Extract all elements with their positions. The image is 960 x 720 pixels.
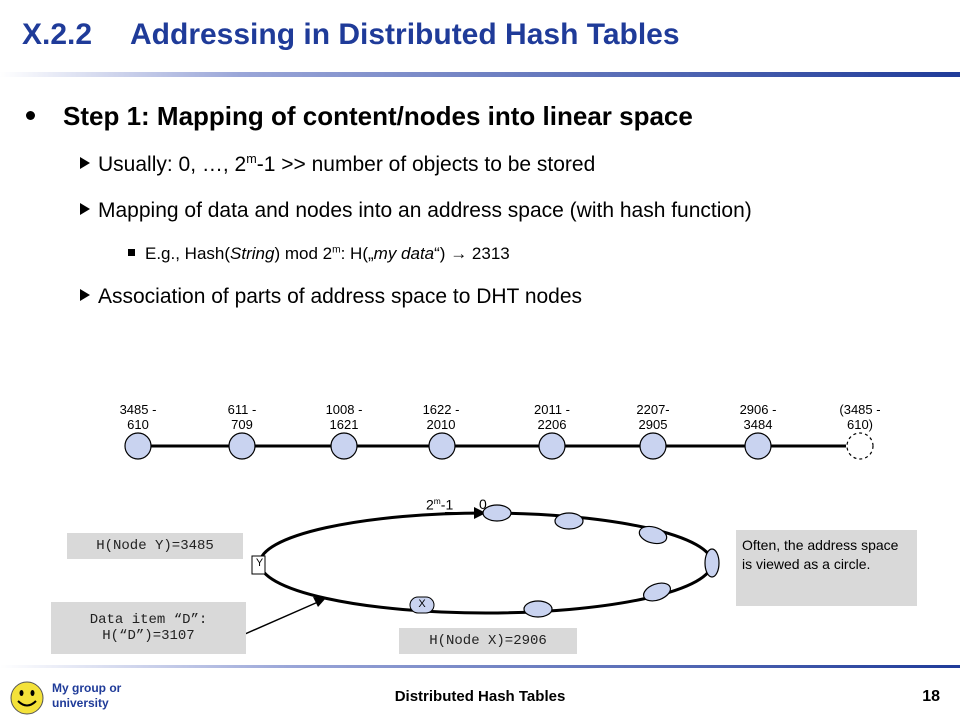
sub1-text-b: -1 >> number of objects to be stored	[256, 153, 596, 176]
sub3-italic: String	[230, 244, 275, 263]
sub3-sup: m	[332, 244, 341, 256]
ring-node	[483, 505, 511, 521]
dht-node	[429, 433, 455, 459]
footer-title: Distributed Hash Tables	[394, 688, 566, 705]
hash-data-box: Data item “D”: H(“D”)=3107	[51, 602, 246, 654]
footer-line	[0, 665, 960, 668]
sub3-d: “)	[434, 244, 451, 263]
ring-zero-label: 0	[479, 496, 487, 512]
node-range-label: 2207- 2905	[636, 402, 670, 432]
dht-node	[640, 433, 666, 459]
dht-node	[331, 433, 357, 459]
dht-node	[125, 433, 151, 459]
title-text: Addressing in Distributed Hash Tables	[130, 18, 680, 51]
node-y-label: Y	[255, 557, 264, 569]
hash-node-x-box: H(Node X)=2906	[399, 628, 577, 654]
circle-note: Often, the address space is viewed as a circle.	[736, 530, 917, 606]
node-range-label: (3485 - 610)	[839, 402, 881, 432]
sub1-sup: m	[246, 152, 257, 166]
dht-node	[229, 433, 255, 459]
node-range-label: 2906 - 3484	[739, 402, 777, 432]
node-x-label: X	[418, 598, 426, 610]
node-range-label: 2011 - 2206	[534, 402, 570, 432]
section-number: X.2.2	[22, 18, 93, 51]
ring-top-label: 2$^m$-1	[426, 496, 454, 513]
sub3-italic2: my data	[373, 244, 435, 263]
data-arrowhead	[313, 597, 326, 607]
ring-node	[524, 601, 552, 617]
node-range-label: 3485 - 610	[119, 402, 157, 432]
hash-node-y-box: H(Node Y)=3485	[67, 533, 243, 559]
sub1-text-a: Usually: 0, …, 2	[98, 153, 247, 176]
sub3-c: : H(„	[340, 244, 374, 263]
sub3-value: 2313	[467, 244, 510, 263]
sub3-b: ) mod 2	[274, 244, 333, 263]
university-label: My group or university	[52, 681, 122, 710]
node-range-label: 611 - 709	[227, 402, 257, 432]
ring-node	[555, 513, 583, 529]
sub4-text: Association of parts of address space to DHT nodes	[98, 285, 583, 308]
sub2-text: Mapping of data and nodes into an address space (with hash function)	[98, 199, 752, 222]
ring-node	[641, 580, 673, 605]
dht-node	[539, 433, 565, 459]
data-arrow	[245, 602, 318, 634]
sub3-a: E.g., Hash(	[145, 244, 231, 263]
right-arrow-icon: →	[450, 244, 468, 263]
bullet-step1-text: Step 1: Mapping of content/nodes into linear space	[63, 101, 693, 131]
dht-node-wrap	[847, 433, 873, 459]
ring-node	[705, 549, 719, 577]
page-number: 18	[922, 688, 940, 705]
node-range-label: 1008 - 1621	[325, 402, 363, 432]
dht-node	[745, 433, 771, 459]
node-range-label: 1622 - 2010	[422, 402, 460, 432]
